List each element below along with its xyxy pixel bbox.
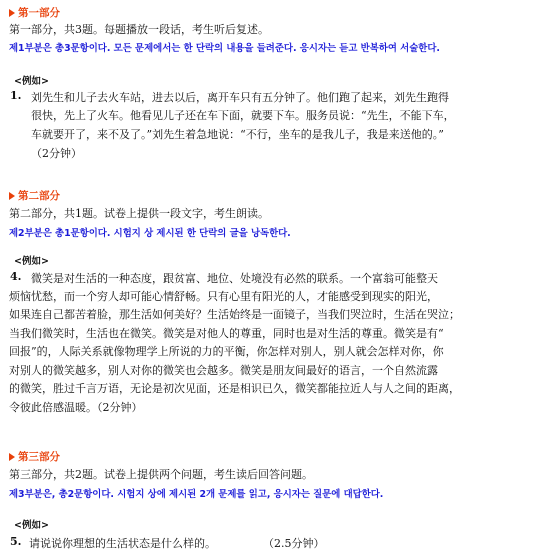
question-1-number: 1. xyxy=(10,89,22,102)
question-4-line: 回报”的，人际关系就像物理学上所说的力的平衡，你怎样对别人，别人就会怎样对你，你 xyxy=(9,345,444,358)
part2-heading-text: 第二部分 xyxy=(18,190,60,202)
question-4-line: 微笑是对生活的一种态度，跟贫富、地位、处境没有必然的联系。一个富翁可能整天 xyxy=(31,272,438,285)
question-4-line: 如果连自己都苦着脸，那生活如何美好？生活始终是一面镜子，当我们哭泣时，生活在哭泣； xyxy=(9,308,460,321)
question-4-number: 4. xyxy=(10,270,22,283)
part1-example-label: <例如> xyxy=(14,76,49,87)
question-1-line: 刘先生和儿子去火车站，进去以后，离开车只有五分钟了。他们跑了起来，刘先生跑得 xyxy=(31,91,449,104)
triangle-bullet-icon xyxy=(9,9,15,17)
question-5-time: （2.5分钟） xyxy=(263,537,325,550)
question-4-line: 烦恼忧愁，而一个穷人却可能心情舒畅。只有心里有阳光的人，才能感受到现实的阳光， xyxy=(9,290,438,303)
part1-heading-text: 第一部分 xyxy=(18,7,60,19)
question-4-line: 的微笑，胜过千言万语，无论是初次见面，还是相识已久，微笑都能拉近人与人之间的距离， xyxy=(9,382,460,395)
question-1-time: （2分钟） xyxy=(31,147,82,160)
question-5-text: 请说说你理想的生活状态是什么样的。 xyxy=(29,537,216,550)
part3-heading xyxy=(9,449,60,464)
question-1-line: 很快，先上了火车。他看见儿子还在车下面，就要下车。服务员说：“先生，不能下车， xyxy=(31,109,455,122)
part3-heading-text: 第三部分 xyxy=(18,451,60,463)
question-5-number: 5. xyxy=(10,535,22,548)
triangle-bullet-icon xyxy=(9,192,15,200)
question-1-line: 车就要开了，来不及了。”刘先生着急地说：“不行，坐车的是我儿子，我是来送他的。” xyxy=(31,128,444,141)
part1-description-ko: 제1부분은 총3문항이다. 모든 문제에서는 한 단락의 내용을 들려준다. 응시자는 듣고 반복하여 서술한다. xyxy=(9,43,440,54)
part1-heading xyxy=(9,5,60,20)
part2-description-cn: 第二部分，共1题。试卷上提供一段文字，考生朗读。 xyxy=(9,207,269,220)
part2-example-label: <例如> xyxy=(14,256,49,267)
part3-description-ko: 제3부분은, 총2문항이다. 시험지 상에 제시된 2개 문제를 읽고, 응시자는 질문에 대답한다. xyxy=(9,489,384,500)
part2-description-ko: 제2부분은 총1문항이다. 시험지 상 제시된 한 단락의 글을 낭독한다. xyxy=(9,228,291,239)
question-4-line: 令彼此倍感温暖。（2分钟） xyxy=(9,401,143,414)
question-4-line: 对别人的微笑越多，别人对你的微笑也会越多。微笑是朋友间最好的语言，一个自然流露 xyxy=(9,364,438,377)
part3-example-label: <例如> xyxy=(14,520,49,531)
part1-description-cn: 第一部分，共3题。每题播放一段话，考生听后复述。 xyxy=(9,23,269,36)
triangle-bullet-icon xyxy=(9,453,15,461)
part3-description-cn: 第三部分，共2题。试卷上提供两个问题，考生读后回答问题。 xyxy=(9,468,313,481)
question-4-line: 当我们微笑时，生活也在微笑。微笑是对他人的尊重，同时也是对生活的尊重。微笑是有“ xyxy=(9,327,444,340)
part2-heading xyxy=(9,188,60,203)
